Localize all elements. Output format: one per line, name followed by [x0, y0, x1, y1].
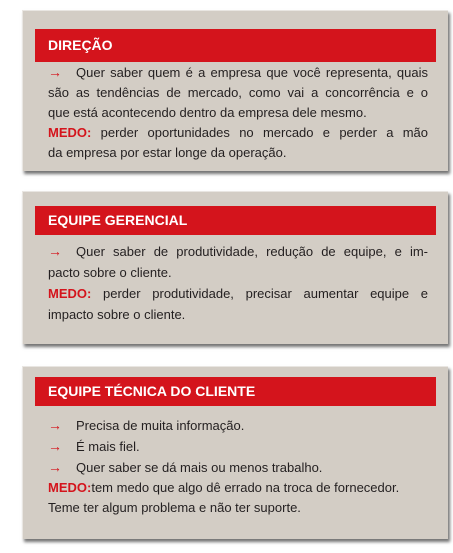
- medo-label: MEDO:: [48, 125, 92, 140]
- medo-label: MEDO:: [48, 480, 92, 495]
- card-title: DIREÇÃO: [35, 29, 436, 62]
- card-body: [48, 415, 428, 518]
- text-line: Teme ter algum problema e não ter suporte.: [48, 500, 301, 515]
- card-title: EQUIPE TÉCNICA DO CLIENTE: [35, 377, 436, 406]
- text-line: impacto sobre o cliente.: [48, 307, 186, 322]
- arrow-right-icon: →: [48, 417, 62, 433]
- medo-line: MEDO:tem medo que algo dê errado na troca de fornecedor.: [48, 480, 400, 495]
- card-body: [48, 241, 428, 325]
- card-equipe-tecnica: [22, 366, 448, 539]
- card-title: EQUIPE GERENCIAL: [35, 206, 436, 235]
- text-line: que está acontecendo dentro da empresa dele mesmo.: [48, 105, 367, 120]
- text-line: pacto sobre o cliente.: [48, 265, 172, 280]
- medo-label: MEDO:: [48, 286, 92, 301]
- card-direcao: [22, 10, 448, 171]
- medo-line: MEDO: perder produtividade, precisar aumentar equipe e: [48, 286, 428, 301]
- medo-line: MEDO: perder oportunidades no mercado e perder a mão: [48, 125, 428, 140]
- text-line: da empresa por estar longe da operação.: [48, 145, 287, 160]
- bullet-item: → Precisa de muita informação.: [48, 417, 245, 433]
- card-equipe-gerencial: [22, 191, 448, 344]
- bullet-item: → Quer saber se dá mais ou menos trabalho.: [48, 459, 323, 475]
- arrow-right-icon: →: [48, 459, 62, 475]
- text-line: → Quer saber quem é a empresa que você representa, quais: [48, 64, 428, 80]
- arrow-right-icon: →: [48, 243, 62, 259]
- text-line: → Quer saber de produtividade, redução de equipe, e im-: [48, 241, 428, 262]
- arrow-right-icon: →: [48, 438, 62, 454]
- card-body: [48, 62, 428, 163]
- text-line: são as tendências de mercado, como vai a concorrência e o: [48, 85, 428, 100]
- bullet-item: → É mais fiel.: [48, 438, 140, 454]
- arrow-right-icon: →: [48, 64, 62, 80]
